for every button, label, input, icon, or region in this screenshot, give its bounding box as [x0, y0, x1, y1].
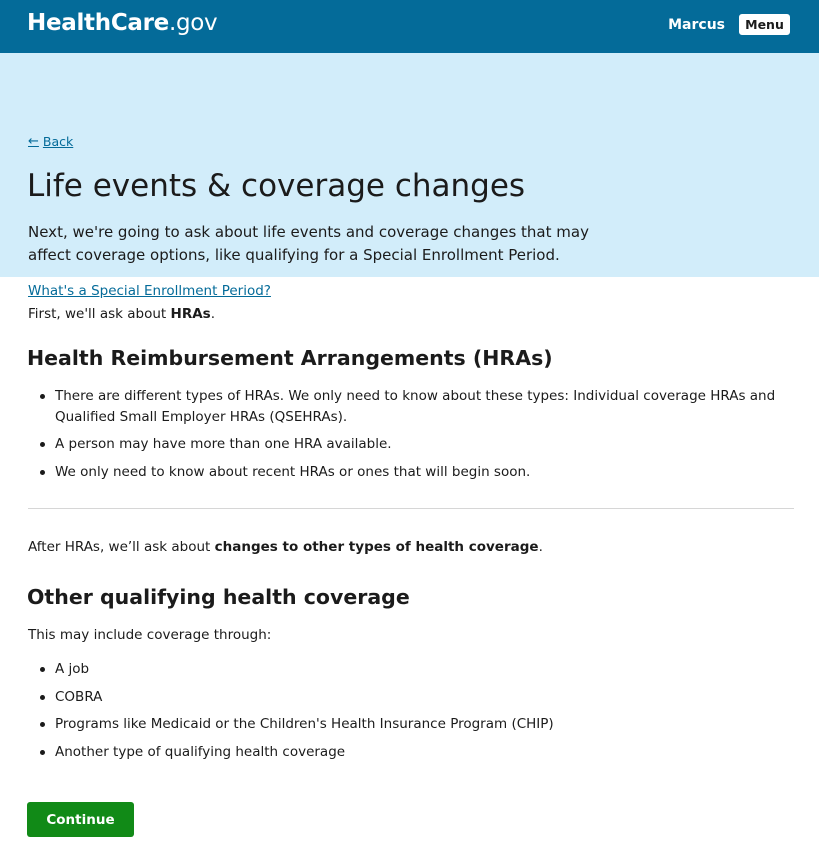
logo-brand: HealthCare	[27, 10, 169, 36]
back-link[interactable]	[28, 134, 73, 149]
other-lead-end: .	[538, 539, 543, 555]
healthcare-gov-logo[interactable]	[27, 10, 217, 36]
hra-lead-end: .	[210, 306, 215, 322]
continue-button[interactable]: Continue	[27, 802, 134, 837]
logo-tld: .gov	[168, 10, 218, 36]
section-divider	[28, 508, 794, 509]
sep-info-link[interactable]: What's a Special Enrollment Period?	[28, 283, 271, 299]
site-header	[0, 0, 819, 53]
page-hero	[0, 53, 819, 299]
menu-button[interactable]: Menu	[739, 14, 790, 35]
other-coverage-list	[28, 659, 798, 769]
hra-lead	[28, 304, 215, 324]
user-name[interactable]: Marcus	[668, 17, 725, 33]
list-item: Another type of qualifying health coverage	[28, 742, 798, 763]
list-item: A job	[28, 659, 798, 680]
other-coverage-heading: Other qualifying health coverage	[27, 585, 410, 609]
other-lead-text: After HRAs, we’ll ask about	[28, 539, 215, 555]
hra-lead-bold: HRAs	[170, 306, 211, 322]
back-link-label: Back	[42, 134, 74, 149]
other-lead-bold: changes to other types of health coverage	[214, 539, 539, 555]
other-coverage-intro: This may include coverage through:	[28, 627, 272, 643]
hero-intro: Next, we're going to ask about life events and coverage changes that may affect coverage options, like qualifying for a Special Enrollment Period.	[28, 223, 589, 264]
hra-list	[28, 386, 798, 489]
list-item: Programs like Medicaid or the Children's Health Insurance Program (CHIP)	[28, 714, 798, 735]
hra-lead-text: First, we'll ask about	[28, 306, 171, 322]
list-item: COBRA	[28, 687, 798, 708]
other-lead	[28, 537, 543, 557]
arrow-left-icon: ←	[28, 134, 39, 149]
list-item: A person may have more than one HRA available.	[28, 434, 798, 455]
list-item: We only need to know about recent HRAs or ones that will begin soon.	[28, 462, 798, 483]
list-item: There are different types of HRAs. We only need to know about these types: Individual coverage HRAs and Qualified Small Employer HRAs (QSEHRAs).	[28, 386, 798, 427]
page-title: Life events & coverage changes	[27, 168, 526, 204]
hra-heading: Health Reimbursement Arrangements (HRAs)	[27, 346, 553, 370]
